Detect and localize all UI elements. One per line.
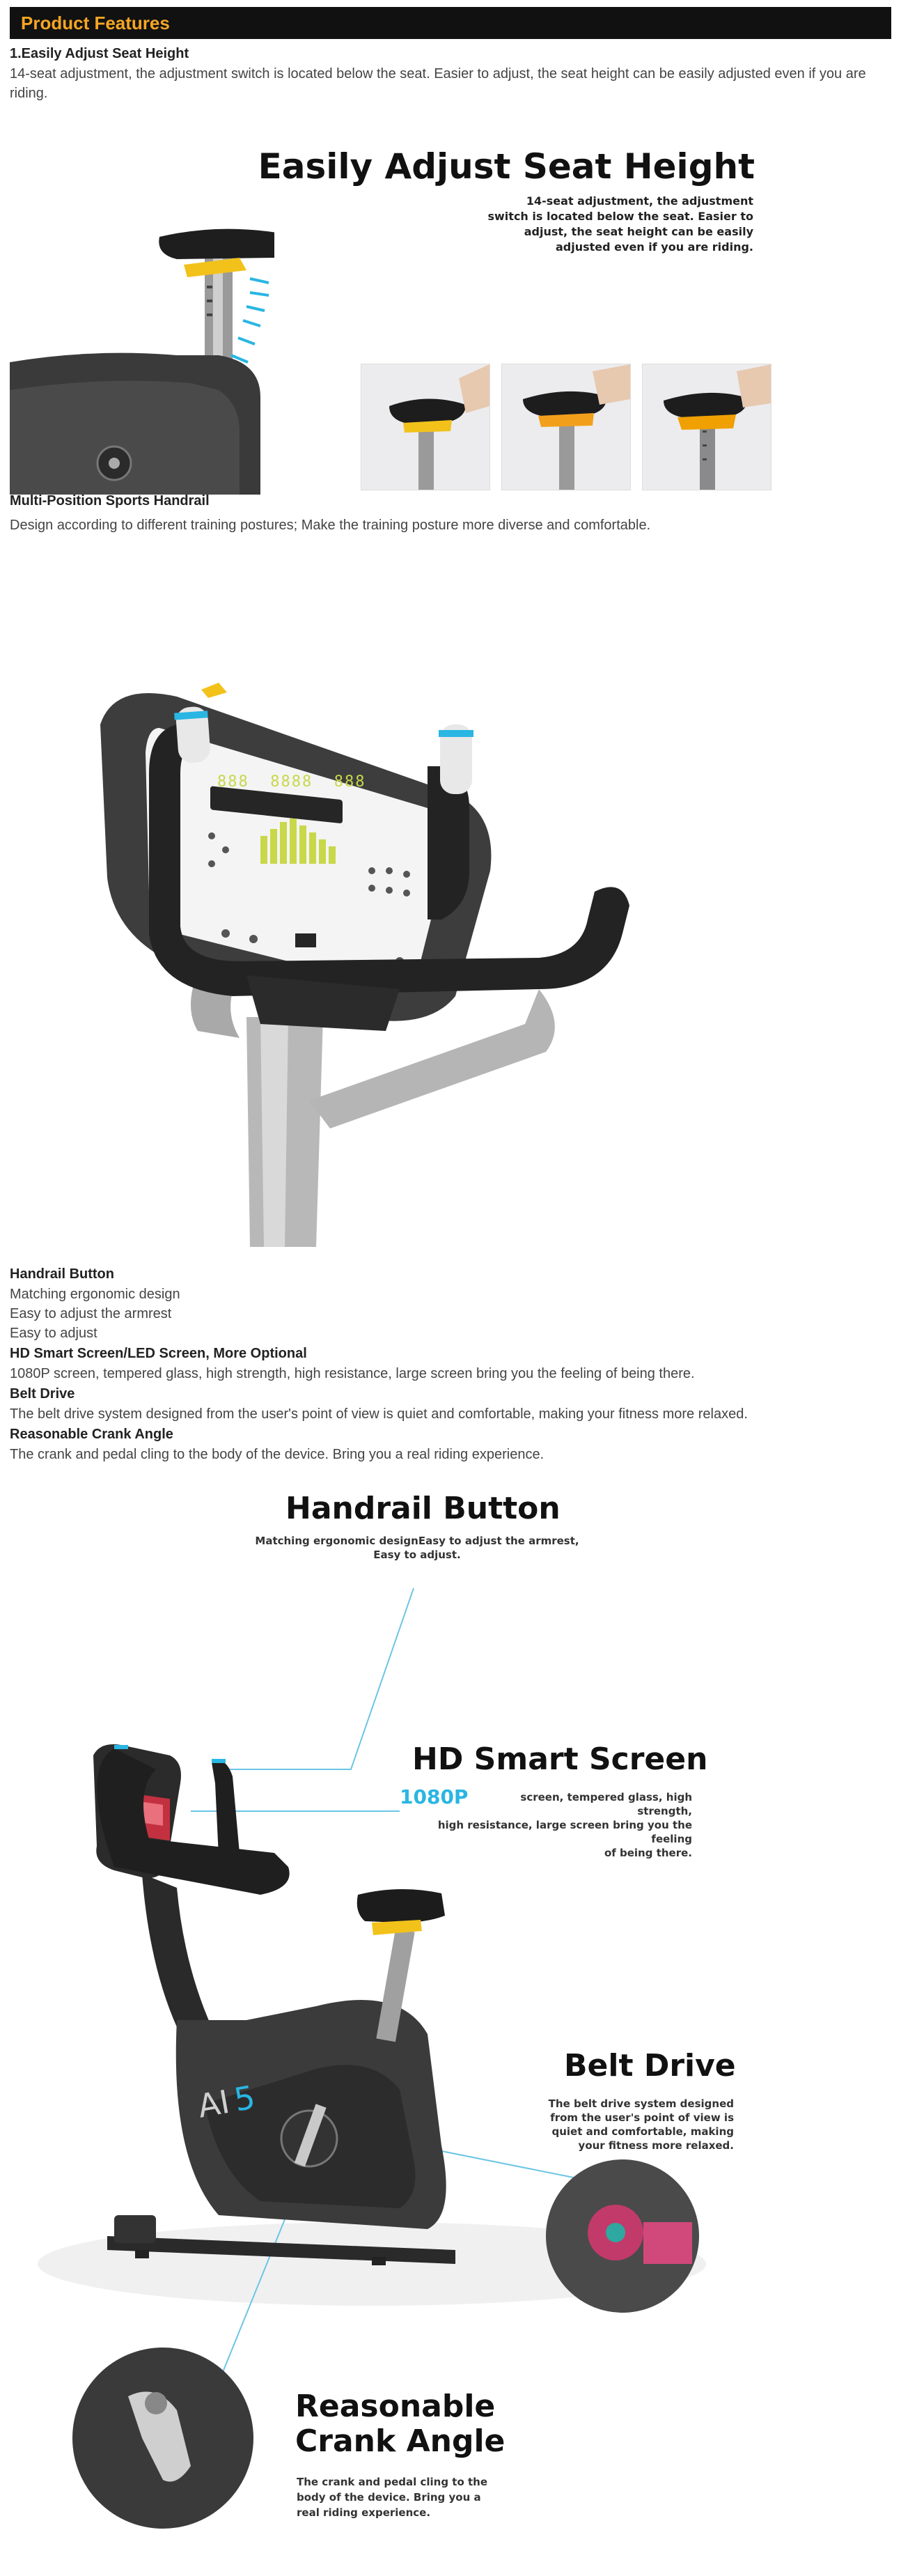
seat-adjust-image <box>10 104 891 495</box>
seat-image-title: Easily Adjust Seat Height <box>258 146 755 187</box>
button-section-line-2: Easy to adjust the armrest <box>10 1306 172 1321</box>
hd-screen-callout-title: HD Smart Screen <box>412 1741 708 1777</box>
screen-section-text: 1080P screen, tempered glass, high strength, high resistance, large screen bring you the feeling of being there. <box>10 1366 695 1381</box>
crank-section-title: Reasonable Crank Angle <box>10 1427 173 1442</box>
hd-screen-callout-text: 1080P screen, tempered glass, high strength, high resistance, large screen bring you the feeling of being there. <box>400 1785 692 1859</box>
screen-section-title: HD Smart Screen/LED Screen, More Optional <box>10 1346 307 1361</box>
button-section-line-1: Matching ergonomic design <box>10 1287 180 1302</box>
crank-angle-callout-text: The crank and pedal cling to the body of the device. Bring you a real riding experience. <box>297 2476 488 2519</box>
seat-post-illustration <box>10 216 274 495</box>
bike-logo: AI5 <box>194 2078 258 2125</box>
seat-photo-1 <box>361 364 490 490</box>
seat-section-title: 1.Easily Adjust Seat Height <box>10 46 189 61</box>
lcd-left-value: 888 <box>217 773 249 791</box>
feature-overview-image <box>10 1477 891 2570</box>
belt-section-title: Belt Drive <box>10 1386 75 1402</box>
handrail-console-image <box>10 543 891 1247</box>
belt-drive-callout-text: The belt drive system designed from the user's point of view is quiet and comfortable, making your fitness more relaxed. <box>548 2097 734 2152</box>
lcd-right-value: 888 <box>334 773 366 791</box>
handrail-button-callout-title: Handrail Button <box>285 1491 561 1526</box>
seat-image-subtitle: 14-seat adjustment, the adjustment switch is located below the seat. Easier to adjust, the seat height can be easily adjusted even if you are riding. <box>487 194 753 254</box>
crank-section-text: The crank and pedal cling to the body of the device. Bring you a real riding experience. <box>10 1447 544 1462</box>
crank-angle-callout-title: Reasonable Crank Angle <box>295 2389 506 2459</box>
belt-drive-callout-title: Belt Drive <box>564 2048 736 2084</box>
console-lcd-readout <box>217 773 366 791</box>
product-features-header <box>10 7 891 39</box>
seat-photo-3 <box>642 364 771 490</box>
seat-photo-2 <box>501 364 631 490</box>
button-section-title: Handrail Button <box>10 1266 114 1282</box>
handrail-section-title: Multi-Position Sports Handrail <box>10 493 210 509</box>
handrail-button-callout-text: Matching ergonomic designEasy to adjust the armrest, Easy to adjust. <box>255 1535 579 1561</box>
button-section-line-3: Easy to adjust <box>10 1326 97 1341</box>
hd-screen-highlight: 1080P <box>400 1785 469 1808</box>
seat-section-text: 14-seat adjustment, the adjustment switch is located below the seat. Easier to adjust, the seat height can be easily adjusted even if you are riding. <box>10 66 866 101</box>
header-title: Product Features <box>21 13 170 33</box>
lcd-mid-value: 8888 <box>270 773 313 791</box>
handrail-section-text: Design according to different training postures; Make the training posture more diverse and comfortable. <box>10 518 651 533</box>
belt-section-text: The belt drive system designed from the user's point of view is quiet and comfortable, making your fitness more relaxed. <box>10 1406 748 1422</box>
